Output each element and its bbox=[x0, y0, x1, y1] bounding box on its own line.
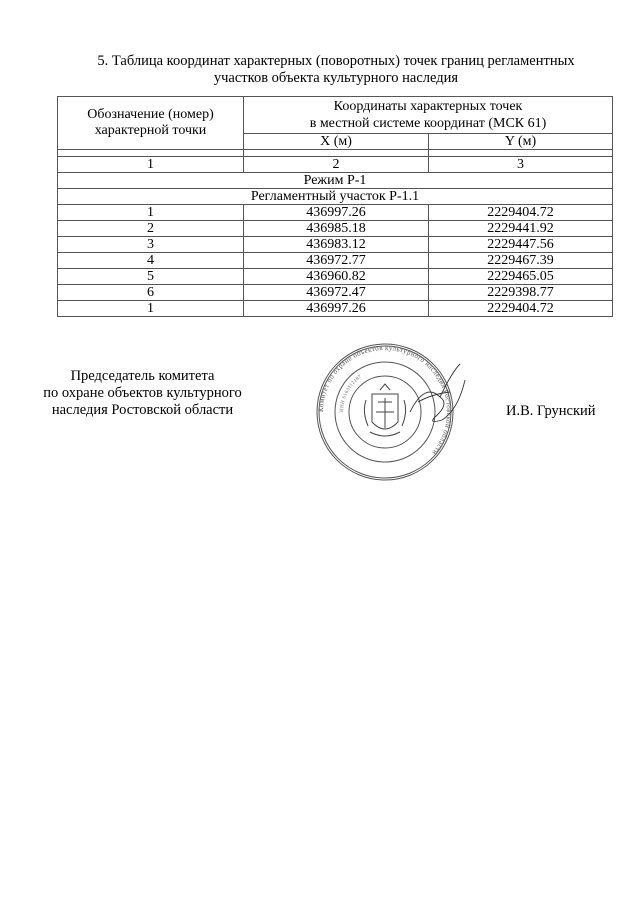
position-line-2: по охране объектов культурного bbox=[43, 385, 242, 401]
x-value-cell: 436960.82 bbox=[244, 269, 429, 285]
position-line-1: Председатель комитета bbox=[70, 368, 215, 384]
seal-inner-text: ИНН 6163112187 bbox=[339, 374, 363, 413]
header-coords-line-2: в местной системе координат (МСК 61) bbox=[309, 116, 547, 131]
table-row bbox=[58, 301, 613, 317]
title-line-1: 5. Таблица координат характерных (поворотных) точек границ регламентных bbox=[97, 53, 575, 69]
column-number-row bbox=[58, 157, 613, 173]
coordinates-table bbox=[57, 96, 613, 317]
coat-of-arms-icon bbox=[364, 384, 405, 436]
point-number-cell: 1 bbox=[58, 205, 244, 221]
x-value-cell: 436997.26 bbox=[244, 301, 429, 317]
header-point-cell bbox=[58, 97, 244, 150]
title-line-2: участков объекта культурного наследия bbox=[213, 70, 459, 86]
x-value-cell: 436983.12 bbox=[244, 237, 429, 253]
x-value-cell: 436972.47 bbox=[244, 285, 429, 301]
point-number-cell: 5 bbox=[58, 269, 244, 285]
table-row bbox=[58, 205, 613, 221]
position-line-3: наследия Ростовской области bbox=[51, 402, 234, 418]
header-coords-line-1: Координаты характерных точек bbox=[333, 99, 523, 114]
table-row bbox=[58, 269, 613, 285]
document-title bbox=[60, 53, 612, 87]
table-row bbox=[58, 221, 613, 237]
column-number-cell: 1 bbox=[58, 157, 244, 173]
column-number-cell: 2 bbox=[244, 157, 429, 173]
y-value-cell: 2229404.72 bbox=[429, 205, 613, 221]
header-coords-cell bbox=[244, 97, 613, 134]
gap-cell bbox=[244, 150, 429, 157]
regime-row bbox=[58, 173, 613, 189]
column-number-cell: 3 bbox=[429, 157, 613, 173]
point-number-cell: 6 bbox=[58, 285, 244, 301]
table-header-row bbox=[58, 97, 613, 134]
table-gap-row bbox=[58, 150, 613, 157]
y-value-cell: 2229465.05 bbox=[429, 269, 613, 285]
signatory-name: И.В. Грунский bbox=[506, 403, 596, 419]
regime-cell: Режим Р-1 bbox=[58, 173, 613, 189]
signatory-position bbox=[20, 368, 265, 419]
section-cell: Регламентный участок Р-1.1 bbox=[58, 189, 613, 205]
header-point-label: Обозначение (номер) характерной точки bbox=[87, 107, 214, 138]
y-value-cell: 2229447.56 bbox=[429, 237, 613, 253]
y-value-cell: 2229404.72 bbox=[429, 301, 613, 317]
point-number-cell: 3 bbox=[58, 237, 244, 253]
table-row bbox=[58, 237, 613, 253]
header-x-cell: X (м) bbox=[244, 134, 429, 150]
gap-cell bbox=[58, 150, 244, 157]
point-number-cell: 4 bbox=[58, 253, 244, 269]
seal-outer-text: Комитет по охране объектов культурного наследия Ростовской области bbox=[316, 343, 454, 457]
y-value-cell: 2229398.77 bbox=[429, 285, 613, 301]
point-number-cell: 1 bbox=[58, 301, 244, 317]
point-number-cell: 2 bbox=[58, 221, 244, 237]
x-value-cell: 436985.18 bbox=[244, 221, 429, 237]
official-seal-stamp bbox=[300, 342, 470, 482]
y-value-cell: 2229467.39 bbox=[429, 253, 613, 269]
gap-cell bbox=[429, 150, 613, 157]
x-value-cell: 436997.26 bbox=[244, 205, 429, 221]
x-value-cell: 436972.77 bbox=[244, 253, 429, 269]
y-value-cell: 2229441.92 bbox=[429, 221, 613, 237]
table-row bbox=[58, 285, 613, 301]
section-row bbox=[58, 189, 613, 205]
header-y-cell: Y (м) bbox=[429, 134, 613, 150]
table-row bbox=[58, 253, 613, 269]
